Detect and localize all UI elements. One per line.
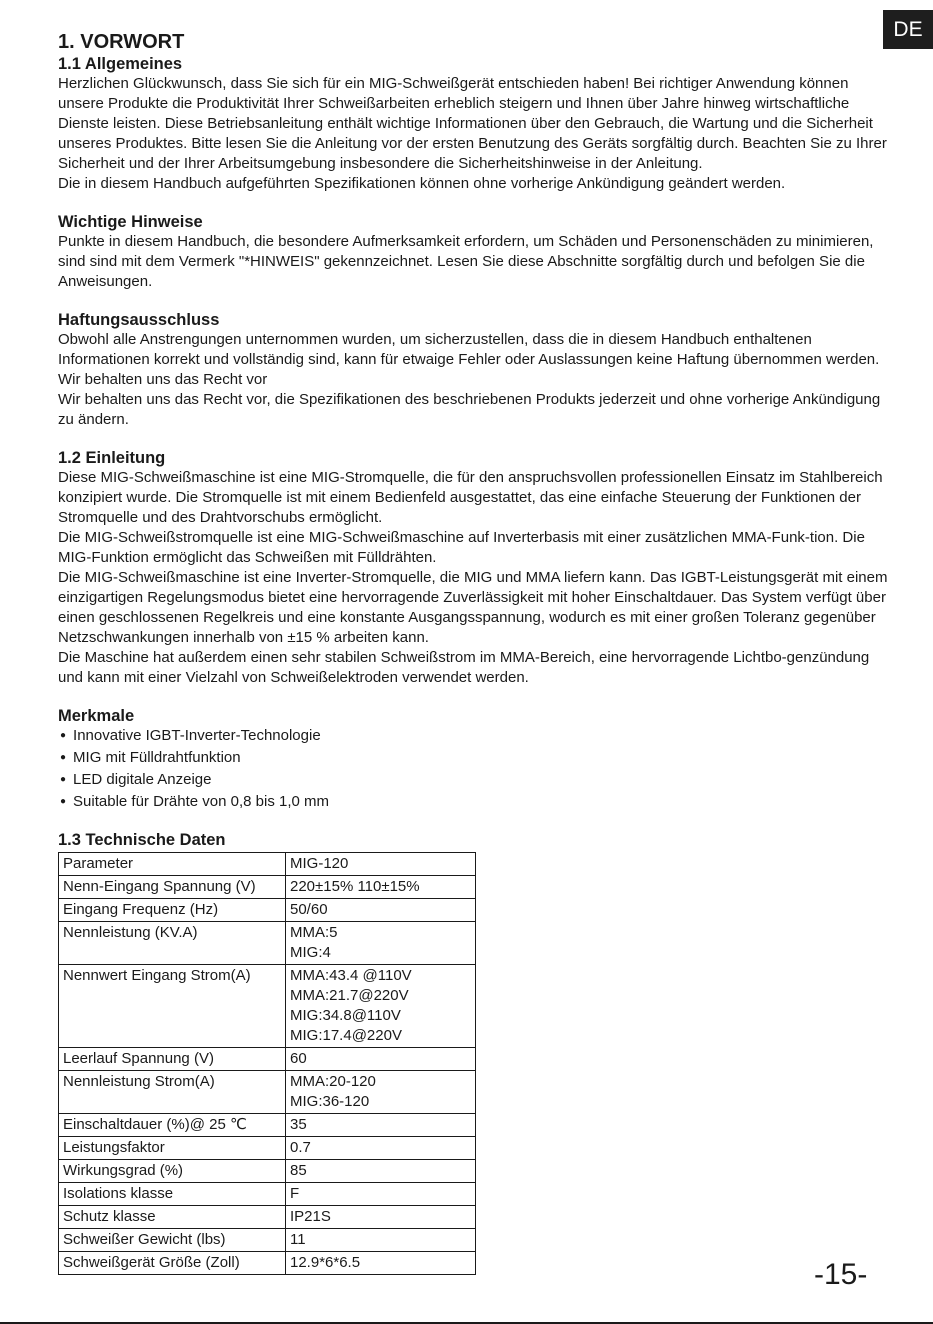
value-cell	[286, 1137, 476, 1160]
section-heading-allgemeines: 1.1 Allgemeines	[58, 55, 183, 73]
table-row	[59, 1160, 476, 1183]
table-row	[59, 922, 476, 965]
value-line: 11	[290, 1231, 306, 1248]
spec-table	[58, 852, 476, 1275]
value-line: 50/60	[290, 901, 328, 918]
param-cell: Leistungsfaktor	[59, 1137, 286, 1160]
list-item: ● LED digitale Anzeige	[60, 770, 898, 792]
language-tab: DE	[883, 10, 933, 49]
list-item: ● Suitable für Drähte von 0,8 bis 1,0 mm	[60, 792, 898, 814]
section-heading-technische-daten: 1.3 Technische Daten	[58, 831, 226, 849]
value-cell	[286, 965, 476, 1048]
value-line: MIG-120	[290, 855, 349, 872]
value-cell	[286, 1071, 476, 1114]
section-heading-einleitung: 1.2 Einleitung	[58, 449, 166, 467]
param-cell: Schutz klasse	[59, 1206, 286, 1229]
value-line: 12.9*6*6.5	[290, 1254, 361, 1271]
param-cell: Nennwert Eingang Strom(A)	[59, 965, 286, 1048]
list-item: ● MIG mit Fülldrahtfunktion	[60, 748, 898, 770]
value-line: MIG:34.8@110V	[290, 1007, 401, 1024]
page-number: -15-	[814, 1258, 868, 1291]
table-row	[59, 1252, 476, 1275]
table-row	[59, 1229, 476, 1252]
param-cell: Leerlauf Spannung (V)	[59, 1048, 286, 1071]
paragraph: Die MIG-Schweißstromquelle ist eine MIG-Schweißmaschine auf Inverterbasis mit einer zusätzlichen MMA-Funk-tion. Die MIG-Funktion ermöglicht das Schweißen mit Fülldrähten.	[58, 529, 865, 566]
value-line: IP21S	[290, 1208, 331, 1225]
value-cell	[286, 1183, 476, 1206]
param-cell: Einschaltdauer (%)@ 25 ℃	[59, 1114, 286, 1137]
table-row	[59, 1071, 476, 1114]
list-item: ● Innovative IGBT-Inverter-Technologie	[60, 726, 898, 748]
paragraph: Die in diesem Handbuch aufgeführten Spezifikationen können ohne vorherige Ankündigung geändert werden.	[58, 175, 786, 192]
paragraph: Punkte in diesem Handbuch, die besondere Aufmerksamkeit erfordern, um Schäden und Personenschäden zu minimieren, sind sind mit dem Vermerk "*HINWEIS" gekennzeichnet. Lesen Sie diese Abschnitte sorgfältig durch und befolgen Sie die Anweisungen.	[58, 233, 874, 290]
paragraph: Diese MIG-Schweißmaschine ist eine MIG-Stromquelle, die für den anspruchsvollen professionellen Einsatz im Stahlbereich konzipiert wurde. Die Stromquelle ist mit einem Bedienfeld ausgestattet, das eine einfache Steuerung der Funktionen der Stromquelle und des Drahtvorschubs ermöglicht.	[58, 469, 883, 526]
value-line: MIG:36-120	[290, 1093, 370, 1110]
page-content	[58, 30, 898, 1275]
table-row	[59, 1183, 476, 1206]
table-row	[59, 876, 476, 899]
value-cell	[286, 1114, 476, 1137]
value-cell	[286, 1206, 476, 1229]
param-cell: Nennleistung (KV.A)	[59, 922, 286, 965]
table-row	[59, 899, 476, 922]
value-line: 0.7	[290, 1139, 311, 1156]
value-line: MMA:21.7@220V	[290, 987, 409, 1004]
table-row	[59, 1206, 476, 1229]
value-line: 85	[290, 1162, 307, 1179]
paragraph: Obwohl alle Anstrengungen unternommen wurden, um sicherzustellen, dass die in diesem Handbuch enthaltenen Informationen korrekt und vollständig sind, kann für etwaige Fehler oder Auslassungen keine Haftung übernommen werden. Wir behalten uns das Recht vor	[58, 331, 880, 388]
param-cell: Schweißgerät Größe (Zoll)	[59, 1252, 286, 1275]
table-row	[59, 1137, 476, 1160]
value-line: MMA:5	[290, 924, 338, 941]
param-cell: Schweißer Gewicht (lbs)	[59, 1229, 286, 1252]
section-heading-merkmale: Merkmale	[58, 707, 135, 725]
table-row	[59, 853, 476, 876]
param-cell: Nenn-Eingang Spannung (V)	[59, 876, 286, 899]
table-row	[59, 1114, 476, 1137]
paragraph: Die Maschine hat außerdem einen sehr stabilen Schweißstrom im MMA-Bereich, eine hervorragende Lichtbo-genzündung und kann mit einer Vielzahl von Schweißelektroden verwendet werden.	[58, 649, 870, 686]
param-cell: Parameter	[59, 853, 286, 876]
value-line: 60	[290, 1050, 307, 1067]
table-row	[59, 1048, 476, 1071]
value-cell	[286, 899, 476, 922]
section-heading-haftung: Haftungsausschluss	[58, 311, 220, 329]
param-cell: Wirkungsgrad (%)	[59, 1160, 286, 1183]
param-cell: Isolations klasse	[59, 1183, 286, 1206]
value-cell	[286, 1048, 476, 1071]
value-line: MMA:43.4 @110V	[290, 967, 412, 984]
value-cell	[286, 1160, 476, 1183]
features-list	[58, 726, 898, 814]
value-line: F	[290, 1185, 300, 1202]
value-cell	[286, 922, 476, 965]
param-cell: Eingang Frequenz (Hz)	[59, 899, 286, 922]
value-line: MMA:20-120	[290, 1073, 376, 1090]
value-cell	[286, 853, 476, 876]
paragraph: Die MIG-Schweißmaschine ist eine Inverter-Stromquelle, die MIG und MMA liefern kann. Das IGBT-Leistungsgerät mit einem einzigartigen Regelungsmodus bietet eine hervorragende Zuverlässigkeit mit hoher Einschaltdauer. Das System verfügt über einen geschlossenen Regelkreis und eine konstante Ausgangsspannung, wodurch es mit einer großen Toleranz gegenüber Netzschwankungen innerhalb von ±15 % arbeiten kann.	[58, 569, 888, 646]
value-line: 35	[290, 1116, 307, 1133]
value-cell	[286, 1252, 476, 1275]
value-line: MIG:17.4@220V	[290, 1027, 402, 1044]
paragraph: Herzlichen Glückwunsch, dass Sie sich für ein MIG-Schweißgerät entschieden haben! Bei richtiger Anwendung können unsere Produkte die Produktivität Ihrer Schweißarbeiten erheblich steigern und Ihnen über Jahre hinweg wirtschaftliche Dienste leisten. Diese Betriebsanleitung enthält wichtige Informationen über den Gebrauch, die Wartung und die Sicherheit unseres Produktes. Bitte lesen Sie die Anleitung vor der ersten Benutzung des Geräts sorgfältig durch. Beachten Sie zu Ihrer Sicherheit und der Ihrer Arbeitsumgebung insbesondere die Sicherheitshinweise in der Anleitung.	[58, 75, 887, 172]
value-line: 220±15% 110±15%	[290, 878, 420, 895]
value-cell	[286, 1229, 476, 1252]
value-line: MIG:4	[290, 944, 331, 961]
section-heading-hinweise: Wichtige Hinweise	[58, 213, 203, 231]
table-row	[59, 965, 476, 1048]
param-cell: Nennleistung Strom(A)	[59, 1071, 286, 1114]
value-cell	[286, 876, 476, 899]
chapter-title: 1. VORWORT	[58, 31, 185, 53]
paragraph: Wir behalten uns das Recht vor, die Spezifikationen des beschriebenen Produkts jederzeit und ohne vorherige Ankündigung zu ändern.	[58, 391, 881, 428]
